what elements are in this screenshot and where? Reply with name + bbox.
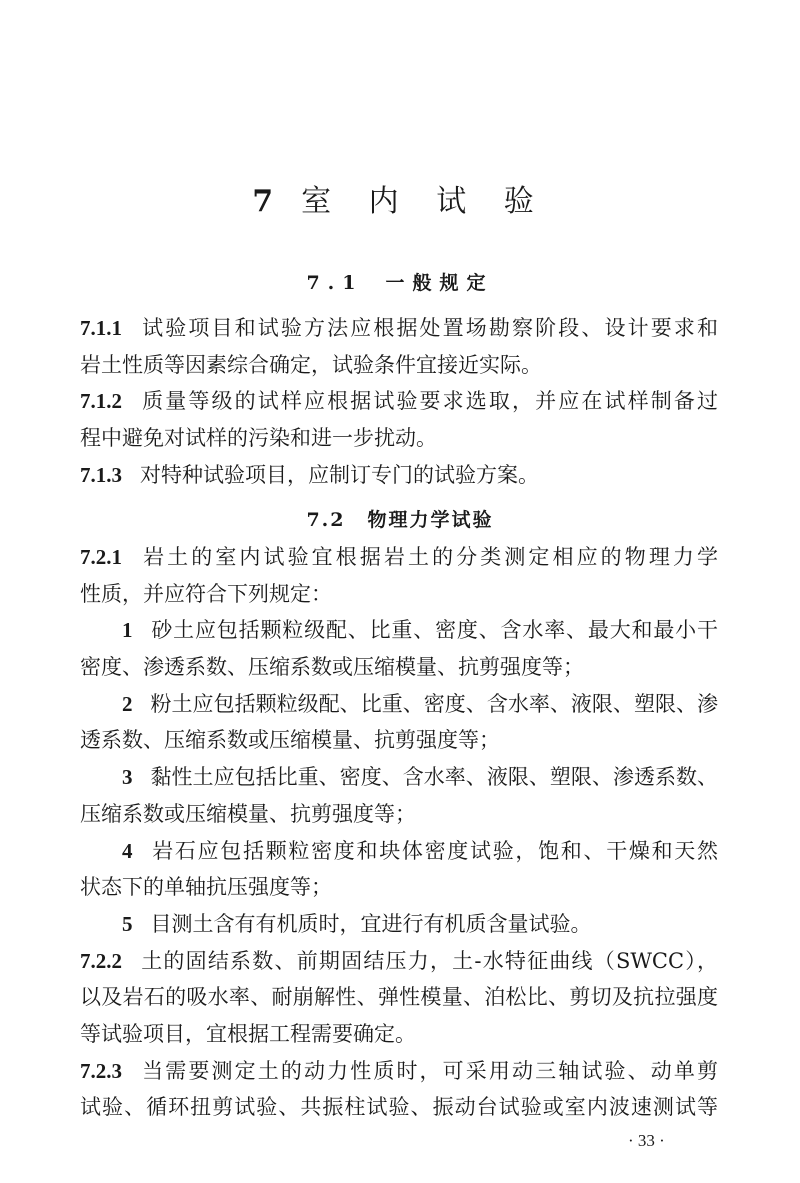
clause-line: 质量等级的试样应根据试验要求选取，并应在试样制备过: [140, 389, 718, 414]
clause-line: 试验、循环扭剪试验、共振柱试验、振动台试验或室内波速测试等: [80, 1095, 718, 1120]
section-number: 7.1: [306, 272, 364, 294]
clause-number: 7.2.3: [80, 1058, 122, 1083]
clause-line: 试验项目和试验方法应根据处置场勘察阶段、设计要求和: [140, 316, 718, 340]
item-line: 黏性土应包括比重、密度、含水率、液限、塑限、渗透系数、: [150, 765, 718, 790]
chapter-title-text: 室 内 试 验: [301, 184, 548, 219]
clause-number: 7.1.3: [80, 462, 122, 487]
item-number: 3: [122, 765, 133, 790]
clause-line: 程中避免对试样的污染和进一步扰动。: [80, 426, 437, 451]
clause: [80, 383, 718, 456]
item-line: 压缩系数或压缩模量、抗剪强度等；: [80, 801, 416, 826]
section-title: 一般规定: [385, 272, 494, 294]
clause-line: 以及岩石的吸水率、耐崩解性、弹性模量、泊松比、剪切及抗拉强度: [80, 985, 718, 1010]
section-heading: [0, 505, 800, 532]
clause-line: 当需要测定土的动力性质时，可采用动三轴试验、动单剪: [140, 1058, 718, 1083]
clause: [80, 457, 718, 494]
clause: [80, 943, 718, 1053]
item-number: 4: [122, 838, 133, 863]
section-body: [80, 310, 718, 493]
item-line: 密度、渗透系数、压缩系数或压缩模量、抗剪强度等；: [80, 655, 584, 680]
section-title: 物理力学试验: [367, 509, 494, 531]
clause-line: 等试验项目，宜根据工程需要确定。: [80, 1021, 416, 1046]
chapter-title: [0, 176, 800, 220]
clause-number: 7.1.2: [80, 389, 122, 414]
clause-line: 性质，并应符合下列规定：: [80, 581, 332, 606]
clause-line: 岩土性质等因素综合确定，试验条件宜接近实际。: [80, 352, 542, 377]
item-line: 目测土含有有机质时，宜进行有机质含量试验。: [150, 911, 592, 936]
clause-line: 岩土的室内试验宜根据岩土的分类测定相应的物理力学: [140, 545, 718, 569]
chapter-number: 7: [252, 184, 288, 219]
clause: [80, 539, 718, 943]
item-line: 状态下的单轴抗压强度等；: [80, 875, 332, 900]
section-heading: [0, 268, 800, 295]
item-number: 2: [122, 691, 133, 716]
item-number: 1: [122, 618, 133, 643]
clause: [80, 310, 718, 383]
clause-line: 土的固结系数、前期固结压力，土-水特征曲线（SWCC），: [140, 948, 718, 973]
section-number: 7.2: [306, 509, 346, 531]
clause-number: 7.2.1: [80, 545, 122, 569]
item-line: 砂土应包括颗粒级配、比重、密度、含水率、最大和最小干: [150, 618, 718, 643]
clause: [80, 1053, 718, 1126]
clause-number: 7.1.1: [80, 316, 122, 340]
item-line: 岩石应包括颗粒密度和块体密度试验，饱和、干燥和天然: [150, 838, 718, 863]
page-number: · 33 ·: [628, 1131, 665, 1150]
clause-number: 7.2.2: [80, 948, 122, 973]
item-line: 粉土应包括颗粒级配、比重、密度、含水率、液限、塑限、渗: [150, 691, 718, 716]
item-line: 透系数、压缩系数或压缩模量、抗剪强度等；: [80, 728, 500, 753]
clause-line: 对特种试验项目，应制订专门的试验方案。: [140, 462, 539, 487]
item-number: 5: [122, 911, 133, 936]
section-body: [80, 539, 718, 1126]
